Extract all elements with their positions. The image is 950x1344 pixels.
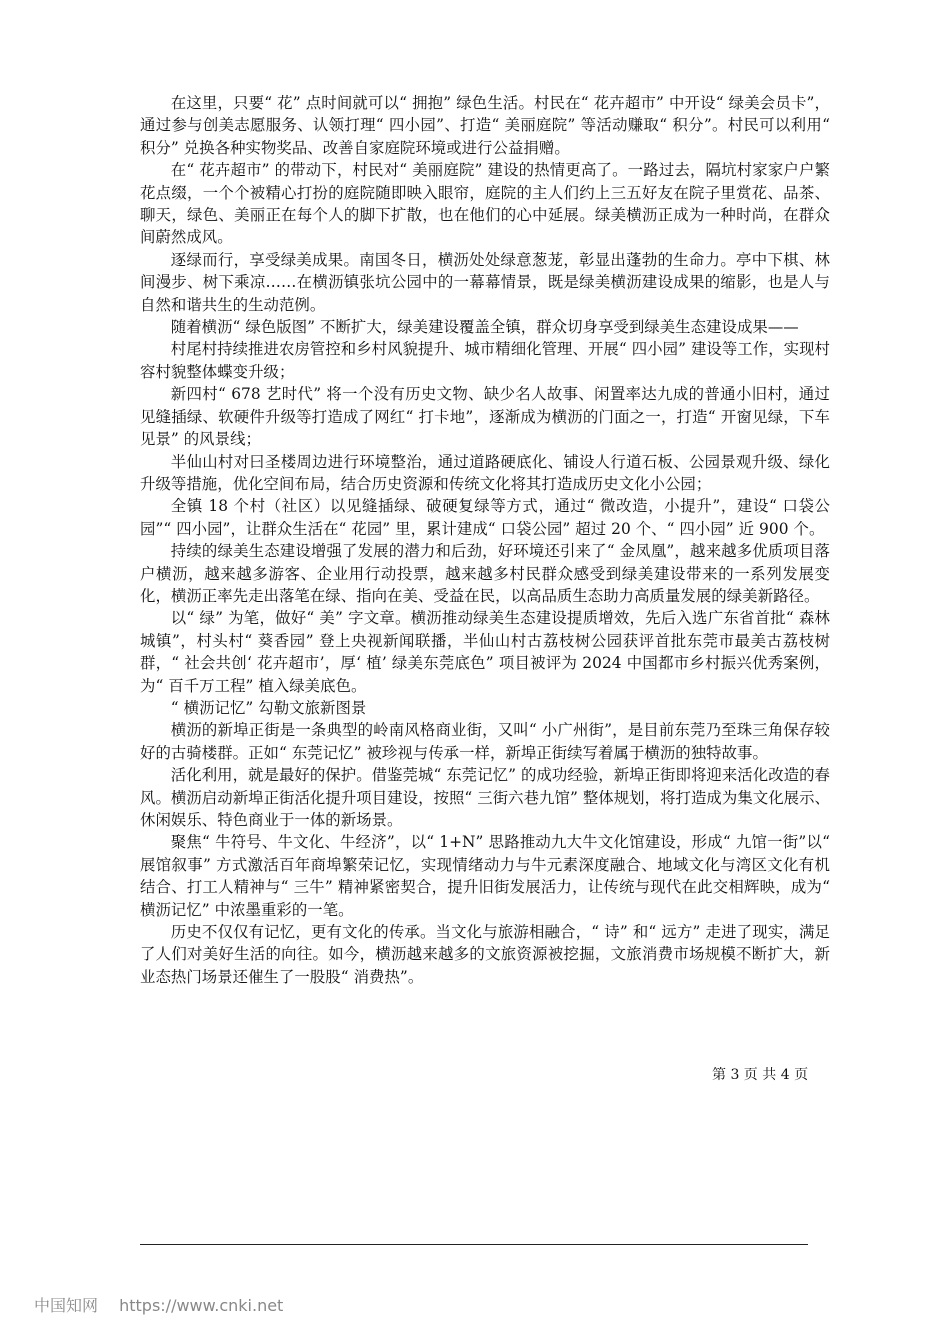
page-number: 第 3 页 共 4 页 [712,1067,809,1083]
cnki-watermark [34,1296,283,1316]
paragraph-13: 活化利用，就是最好的保护。借鉴莞城“ 东莞记忆” 的成功经验，新埠正街即将迎来活化改造的春风。横沥启动新埠正街活化提升项目建设，按照“ 三街六巷九馆” 整体规划，将打造成为集文化展示、休闲娱乐、特色商业于一体的新场景。 [140,766,830,829]
paragraph-2: 在“ 花卉超市” 的带动下，村民对“ 美丽庭院” 建设的热情更高了。一路过去，隔坑村家家户户繁花点缀，一个个被精心打扮的庭院随即映入眼帘，庭院的主人们约上三五好友在院子里赏花、品茶、聊天，绿色、美丽正在每个人的脚下扩散，也在他们的心中延展。绿美横沥正成为一种时尚，在群众间蔚然成风。 [140,161,830,247]
paragraph-3: 逐绿而行，享受绿美成果。南国冬日，横沥处处绿意葱茏，彰显出蓬勃的生命力。亭中下棋、林间漫步、树下乘凉……在横沥镇张坑公园中的一幕幕情景，既是绿美横沥建设成果的缩影，也是人与自然和谐共生的生动范例。 [140,250,830,314]
paragraph-5: 村尾村持续推进农房管控和乡村风貌提升、城市精细化管理、开展“ 四小园” 建设等工作，实现村容村貌整体蝶变升级； [140,340,830,381]
paragraph-15: 历史不仅仅有记忆，更有文化的传承。当文化与旅游相融合，“ 诗” 和“ 远方” 走进了现实，满足了人们对美好生活的向往。如今，横沥越来越多的文旅资源被挖掘，文旅消费市场规模不断扩大，新业态热门场景还催生了一股股“ 消费热”。 [140,923,830,986]
section-heading: “ 横沥记忆” 勾勒文旅新图景 [170,698,367,717]
paragraph-7: 半仙山村对曰圣楼周边进行环境整治，通过道路硬底化、铺设人行道石板、公园景观升级、绿化升级等措施，优化空间布局，结合历史资源和传统文化将其打造成历史文化小公园； [140,452,830,493]
footer-divider [140,1244,808,1245]
paragraph-4: 随着横沥“ 绿色版图” 不断扩大，绿美建设覆盖全镇，群众切身享受到绿美生态建设成果—— [170,318,799,337]
article-body [140,92,830,988]
watermark-url: https://www.cnki.net [119,1296,284,1315]
paragraph-9: 持续的绿美生态建设增强了发展的潜力和后劲，好环境还引来了“ 金凤凰”，越来越多优质项目落户横沥，越来越多游客、企业用行动投票，越来越多村民群众感受到绿美建设带来的一系列发展变化，横沥正率先走出落笔在绿、指向在美、受益在民，以高品质生态助力高质量发展的绿美新路径。 [140,542,830,605]
paragraph-12: 横沥的新埠正街是一条典型的岭南风格商业街，又叫“ 小广州街”，是目前东莞乃至珠三角保存较好的古骑楼群。正如“ 东莞记忆” 被珍视与传承一样，新埠正街续写着属于横沥的独特故事。 [140,721,830,762]
paragraph-10: 以“ 绿” 为笔，做好“ 美” 字文章。横沥推动绿美生态建设提质增效，先后入选广东省首批“ 森林城镇”，村头村“ 葵香园” 登上央视新闻联播，半仙山村古荔枝树公园获评首批东莞市最美古荔枝树群，“ 社会共创‘ 花卉超市’，厚‘ 植’ 绿美东莞底色” 项目被评为 2024 中国都市乡村振兴优秀案例，为“ 百千万工程” 植入绿美底色。 [140,609,830,695]
watermark-brand: 中国知网 [34,1296,99,1315]
paragraph-14: 聚焦“ 牛符号、牛文化、牛经济”，以“ 1+N” 思路推动九大牛文化馆建设，形成“ 九馆一街”以“ 展馆叙事” 方式激活百年商埠繁荣记忆，实现情绪动力与牛元素深度融合、地域文化与湾区文化有机结合、打工人精神与“ 三牛” 精神紧密契合，提升旧街发展活力，让传统与现代在此交相辉映，成为“ 横沥记忆” 中浓墨重彩的一笔。 [140,833,830,919]
paragraph-8: 全镇 18 个村（社区）以见缝插绿、破硬复绿等方式，通过“ 微改造，小提升”，建设“ 口袋公园”“ 四小园”，让群众生活在“ 花园” 里，累计建成“ 口袋公园” 超过 20 个、“ 四小园” 近 900 个。 [140,497,830,538]
paragraph-6: 新四村“ 678 艺时代” 将一个没有历史文物、缺少名人故事、闲置率达九成的普通小旧村，通过见缝插绿、软硬件升级等打造成了网红“ 打卡地”，逐渐成为横沥的门面之一，打造“ 开窗见绿，下车见景” 的风景线； [140,385,830,449]
paragraph-1: 在这里，只要“ 花” 点时间就可以“ 拥抱” 绿色生活。村民在“ 花卉超市” 中开设“ 绿美会员卡”，通过参与创美志愿服务、认领打理“ 四小园”、打造“ 美丽庭院” 等活动赚取“ 积分”。村民可以利用“ 积分” 兑换各种实物奖品、改善自家庭院环境或进行公益捐赠。 [140,94,830,157]
